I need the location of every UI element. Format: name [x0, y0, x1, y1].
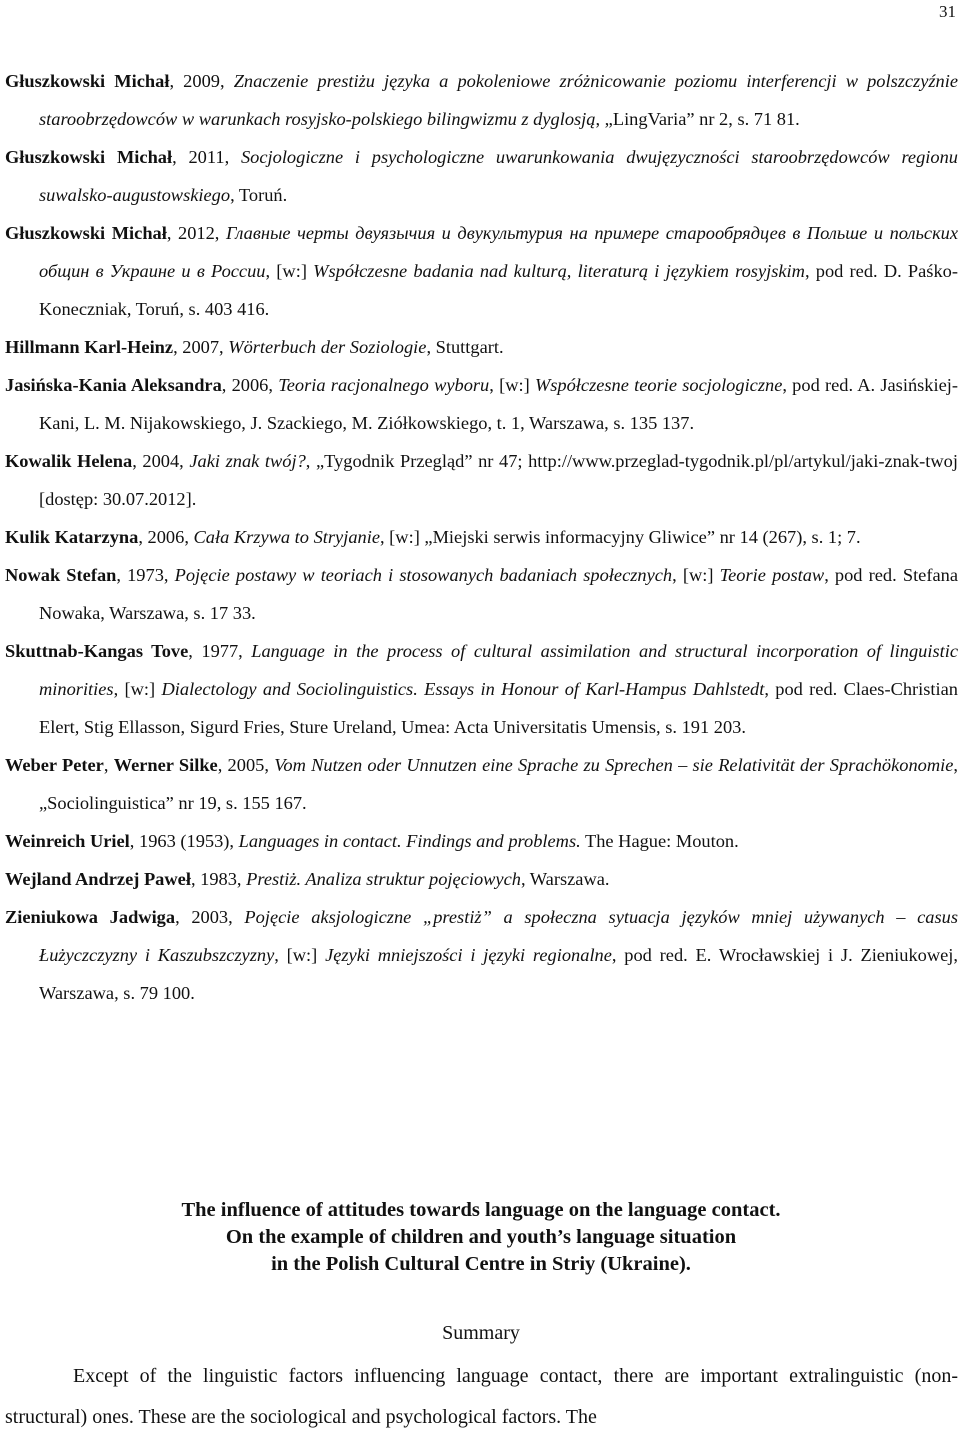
reference-text: ,	[103, 755, 114, 775]
reference-title: Teorie postaw	[719, 565, 825, 585]
reference-entry	[5, 556, 958, 632]
reference-text: , [w:] „Miejski serwis informacyjny Gliwice” nr 14 (267), s. 1; 7.	[379, 527, 861, 547]
reference-text: , [w:]	[265, 261, 314, 281]
reference-text: , Stuttgart.	[426, 337, 504, 357]
reference-title: Współczesne badania nad kulturą, literaturą i językiem rosyjskim	[313, 261, 805, 281]
reference-author: Głuszkowski Michał	[5, 71, 170, 91]
reference-text: , [w:]	[672, 565, 720, 585]
reference-title: Language in the process of cultural assimilation and structural incorporation of linguistic minorities	[39, 641, 958, 699]
reference-text: , [w:]	[274, 945, 326, 965]
reference-entry	[5, 518, 958, 556]
reference-title: Wörterbuch der Soziologie	[228, 337, 427, 357]
reference-text: , „Tygodnik Przegląd” nr 47; http://www.przeglad-tygodnik.pl/pl/artykul/jaki-znak-twoj [dostęp: 30.07.2012].	[39, 451, 958, 509]
reference-author: Kulik Katarzyna	[5, 527, 139, 547]
reference-entry	[5, 366, 958, 442]
reference-entry	[5, 860, 958, 898]
reference-entry	[5, 898, 958, 1012]
reference-text: , 2012,	[166, 223, 226, 243]
reference-text: , pod red. D. Paśko-Koneczniak, Toruń, s. 403 416.	[39, 261, 958, 319]
reference-title: Socjologiczne i psychologiczne uwarunkowania dwujęzyczności staroobrzędowców regionu suwalsko-augustowskiego	[39, 147, 958, 205]
reference-title: Znaczenie prestiżu języka a pokoleniowe zróżnicowanie poziomu interferencji w polszczyźnie staroobrzędowców w warunkach rosyjsko-polskiego bilingwizmu z dyglosją	[39, 71, 959, 129]
summary-paragraph	[5, 1356, 958, 1438]
reference-text: , „LingVaria” nr 2, s. 71 81.	[595, 109, 800, 129]
reference-title: Dialectology and Sociolinguistics. Essays in Honour of Karl-Hampus Dahlstedt	[161, 679, 765, 699]
reference-title: Języki mniejszości i języki regionalne	[325, 945, 612, 965]
reference-author: Werner Silke	[113, 755, 218, 775]
reference-text: , 2007,	[173, 337, 229, 357]
reference-text: , 2005,	[217, 755, 275, 775]
reference-text: , pod red. A. Jasińskiej-Kani, L. M. Nijakowskiego, J. Szackiego, M. Ziółkowskiego, t. 1, Warszawa, s. 135 137.	[39, 375, 959, 433]
reference-text: , 1963 (1953),	[129, 831, 239, 851]
reference-text: , „Sociolinguistica” nr 19, s. 155 167.	[39, 755, 959, 813]
reference-title: Pojęcie aksjologiczne „prestiż” a społeczna sytuacja języków mniej używanych – casus Łużyczczyzny i Kaszubszczyzny	[39, 907, 958, 965]
reference-text: , 2011,	[172, 147, 241, 167]
reference-entry	[5, 62, 958, 138]
reference-entry	[5, 138, 958, 214]
reference-author: Jasińska-Kania Aleksandra	[5, 375, 222, 395]
reference-author: Głuszkowski Michał	[5, 223, 167, 243]
paper-title-line-3: in the Polish Cultural Centre in Striy (Ukraine).	[271, 1253, 691, 1275]
bibliography-list	[5, 62, 958, 1012]
reference-author: Nowak Stefan	[5, 565, 117, 585]
reference-author: Głuszkowski Michał	[5, 147, 173, 167]
reference-title: Jaki znak twój?	[189, 451, 306, 471]
reference-title: Vom Nutzen oder Unnutzen eine Sprache zu Sprechen – sie Relativität der Sprachökonomie	[274, 755, 954, 775]
reference-author: Weber Peter	[5, 755, 104, 775]
reference-author: Zieniukowa Jadwiga	[5, 907, 176, 927]
reference-author: Wejland Andrzej Paweł	[5, 869, 191, 889]
reference-entry	[5, 822, 958, 860]
reference-text: , 1983,	[190, 869, 247, 889]
reference-entry	[5, 632, 958, 746]
reference-text: , pod red. E. Wrocławskiej i J. Zieniukowej, Warszawa, s. 79 100.	[39, 945, 959, 1003]
reference-text: , 1977,	[188, 641, 252, 661]
reference-title: Cała Krzywa to Stryjanie	[193, 527, 380, 547]
reference-text: , pod red. Stefana Nowaka, Warszawa, s. 17 33.	[39, 565, 958, 623]
reference-author: Kowalik Helena	[5, 451, 133, 471]
reference-text: The Hague: Mouton.	[580, 831, 739, 851]
summary-text: Except of the linguistic factors influencing language contact, there are important extralinguistic (non-structural) ones. These are the sociological and psychological factors. The	[5, 1365, 958, 1428]
reference-entry	[5, 746, 958, 822]
reference-text: , 2004,	[132, 451, 190, 471]
reference-text: , Toruń.	[230, 185, 288, 205]
reference-title: Languages in contact. Findings and problems.	[238, 831, 581, 851]
reference-author: Weinreich Uriel	[5, 831, 130, 851]
page-number: 31	[939, 2, 956, 21]
reference-text: , 2006,	[138, 527, 194, 547]
reference-title: Главные черты двуязычия и двукультурия на примере старообрядцев в Польше и польских общин в Украине и в России	[39, 223, 959, 281]
reference-text: , [w:]	[489, 375, 535, 395]
paper-title-line-1: The influence of attitudes towards language on the language contact.	[181, 1199, 781, 1221]
reference-text: , 2003,	[175, 907, 245, 927]
summary-heading: Summary	[442, 1322, 520, 1344]
reference-text: , [w:]	[113, 679, 162, 699]
reference-title: Współczesne teorie socjologiczne	[534, 375, 783, 395]
reference-author: Hillmann Karl-Heinz	[5, 337, 174, 357]
reference-text: , pod red. Claes-Christian Elert, Stig Ellasson, Sigurd Fries, Sture Ureland, Umea: Acta Universitatis Umensis, s. 191 203.	[39, 679, 959, 737]
reference-entry	[5, 328, 958, 366]
reference-text: , 1973,	[116, 565, 175, 585]
reference-text: , Warszawa.	[520, 869, 610, 889]
reference-title: Prestiż. Analiza struktur pojęciowych	[246, 869, 521, 889]
reference-title: Teoria racjonalnego wyboru	[278, 375, 490, 395]
reference-author: Skuttnab-Kangas Tove	[5, 641, 189, 661]
paper-title-line-2: On the example of children and youth’s language situation	[225, 1226, 737, 1248]
reference-text: , 2006,	[221, 375, 279, 395]
paper-title	[0, 1197, 960, 1278]
reference-entry	[5, 214, 958, 328]
reference-title: Pojęcie postawy w teoriach i stosowanych badaniach społecznych	[174, 565, 673, 585]
reference-entry	[5, 442, 958, 518]
reference-text: , 2009,	[169, 71, 234, 91]
